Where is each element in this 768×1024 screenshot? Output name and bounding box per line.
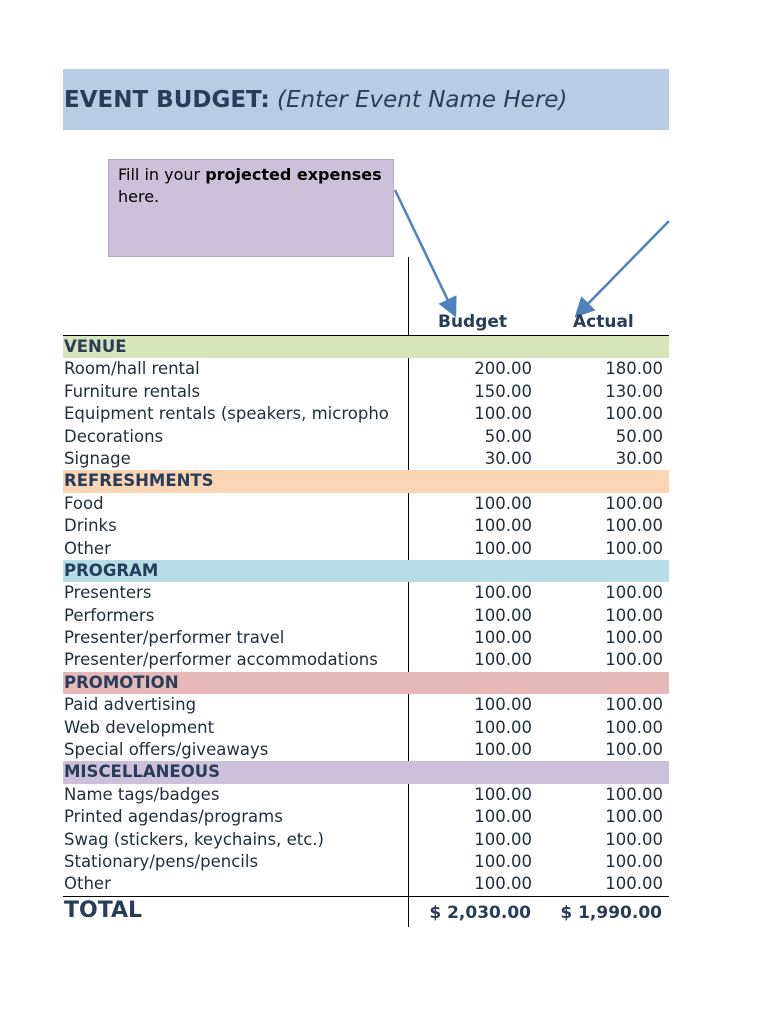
expense-label: Presenter/performer travel (64, 628, 285, 648)
expense-label: Room/hall rental (64, 359, 200, 379)
category-header[interactable] (63, 470, 669, 492)
arrow-to-actual (578, 221, 669, 314)
actual-cell[interactable]: 100.00 (605, 538, 663, 558)
category-label: PROGRAM (64, 560, 159, 580)
expense-label: Special offers/giveaways (64, 740, 269, 760)
budget-cell[interactable]: 50.00 (484, 426, 532, 446)
expense-label: Printed agendas/programs (64, 807, 283, 827)
expense-row[interactable] (63, 806, 669, 828)
callout-text-before: Fill in your (118, 165, 206, 184)
budget-cell[interactable]: 100.00 (474, 605, 532, 625)
category-header[interactable] (63, 761, 669, 783)
expense-row[interactable] (63, 717, 669, 739)
expense-label: Decorations (64, 426, 164, 446)
event-name-placeholder[interactable]: (Enter Event Name Here) (277, 87, 568, 113)
expense-label: Other (64, 874, 111, 894)
budget-cell[interactable]: 100.00 (474, 851, 532, 871)
expense-label: Presenter/performer accommodations (64, 650, 378, 670)
budget-table (63, 336, 669, 896)
actual-cell[interactable]: 30.00 (615, 448, 663, 468)
actual-cell[interactable]: 100.00 (605, 874, 663, 894)
budget-cell[interactable]: 200.00 (474, 359, 532, 379)
actual-cell[interactable]: 100.00 (605, 717, 663, 737)
actual-cell[interactable]: 100.00 (605, 650, 663, 670)
actual-cell[interactable]: 100.00 (605, 628, 663, 648)
budget-cell[interactable]: 100.00 (474, 695, 532, 715)
expense-row[interactable] (63, 426, 669, 448)
expense-row[interactable] (63, 493, 669, 515)
total-actual[interactable]: $ 1,990.00 (560, 903, 662, 923)
budget-cell[interactable]: 30.00 (484, 448, 532, 468)
callout-text-bold: projected expenses (205, 165, 382, 184)
category-label: MISCELLANEOUS (64, 762, 221, 782)
budget-cell[interactable]: 100.00 (474, 583, 532, 603)
expense-row[interactable] (63, 538, 669, 560)
actual-cell[interactable]: 100.00 (605, 784, 663, 804)
category-label: PROMOTION (64, 672, 179, 692)
expense-label: Signage (64, 448, 131, 468)
actual-column-header[interactable]: Actual (573, 312, 634, 332)
budget-cell[interactable]: 100.00 (474, 874, 532, 894)
total-budget[interactable]: $ 2,030.00 (429, 903, 531, 923)
expense-row[interactable] (63, 851, 669, 873)
expense-label: Web development (64, 717, 215, 737)
actual-cell[interactable]: 100.00 (605, 404, 663, 424)
actual-cell[interactable]: 180.00 (605, 359, 663, 379)
actual-cell[interactable]: 130.00 (605, 381, 663, 401)
actual-cell[interactable]: 100.00 (605, 695, 663, 715)
expense-label: Furniture rentals (64, 381, 201, 401)
budget-cell[interactable]: 100.00 (474, 516, 532, 536)
expense-label: Performers (64, 605, 155, 625)
budget-cell[interactable]: 100.00 (474, 717, 532, 737)
expense-row[interactable] (63, 403, 669, 425)
expense-label: Swag (stickers, keychains, etc.) (64, 829, 324, 849)
budget-cell[interactable]: 100.00 (474, 784, 532, 804)
budget-cell[interactable]: 100.00 (474, 493, 532, 513)
budget-cell[interactable]: 150.00 (474, 381, 532, 401)
expense-row[interactable] (63, 448, 669, 470)
budget-cell[interactable]: 100.00 (474, 650, 532, 670)
actual-cell[interactable]: 100.00 (605, 807, 663, 827)
total-label: TOTAL (64, 898, 143, 923)
expense-label: Stationary/pens/pencils (64, 851, 259, 871)
expense-row[interactable] (63, 694, 669, 716)
expense-row[interactable] (63, 873, 669, 895)
expense-label: Drinks (64, 516, 117, 536)
expense-row[interactable] (63, 784, 669, 806)
expense-label: Food (64, 493, 104, 513)
expense-label: Equipment rentals (speakers, micropho (64, 404, 389, 424)
budget-cell[interactable]: 100.00 (474, 628, 532, 648)
budget-cell[interactable]: 100.00 (474, 538, 532, 558)
expense-label: Paid advertising (64, 695, 197, 715)
actual-cell[interactable]: 100.00 (605, 605, 663, 625)
category-header[interactable] (63, 336, 669, 358)
category-header[interactable] (63, 560, 669, 582)
actual-cell[interactable]: 100.00 (605, 740, 663, 760)
expense-label: Presenters (64, 583, 152, 603)
budget-column-header[interactable]: Budget (438, 312, 508, 332)
total-rule (63, 896, 669, 897)
category-label: REFRESHMENTS (64, 471, 214, 491)
actual-cell[interactable]: 100.00 (605, 829, 663, 849)
category-label: VENUE (64, 337, 127, 356)
budget-cell[interactable]: 100.00 (474, 807, 532, 827)
expense-row[interactable] (63, 358, 669, 380)
budget-cell[interactable]: 100.00 (474, 740, 532, 760)
expense-label: Other (64, 538, 111, 558)
expense-row[interactable] (63, 829, 669, 851)
budget-cell[interactable]: 100.00 (474, 829, 532, 849)
actual-cell[interactable]: 100.00 (605, 583, 663, 603)
arrow-to-budget (395, 190, 454, 313)
expense-row[interactable] (63, 649, 669, 671)
expense-row[interactable] (63, 582, 669, 604)
category-header[interactable] (63, 672, 669, 694)
budget-cell[interactable]: 100.00 (474, 404, 532, 424)
title-main: EVENT BUDGET: (64, 87, 270, 113)
actual-cell[interactable]: 100.00 (605, 851, 663, 871)
expense-row[interactable] (63, 605, 669, 627)
expense-row[interactable] (63, 381, 669, 403)
callout-text-after: here. (118, 187, 160, 206)
actual-cell[interactable]: 100.00 (605, 516, 663, 536)
expense-label: Name tags/badges (64, 784, 220, 804)
expense-row[interactable] (63, 515, 669, 537)
expense-row[interactable] (63, 739, 669, 761)
expense-row[interactable] (63, 627, 669, 649)
actual-cell[interactable]: 50.00 (615, 426, 663, 446)
actual-cell[interactable]: 100.00 (605, 493, 663, 513)
